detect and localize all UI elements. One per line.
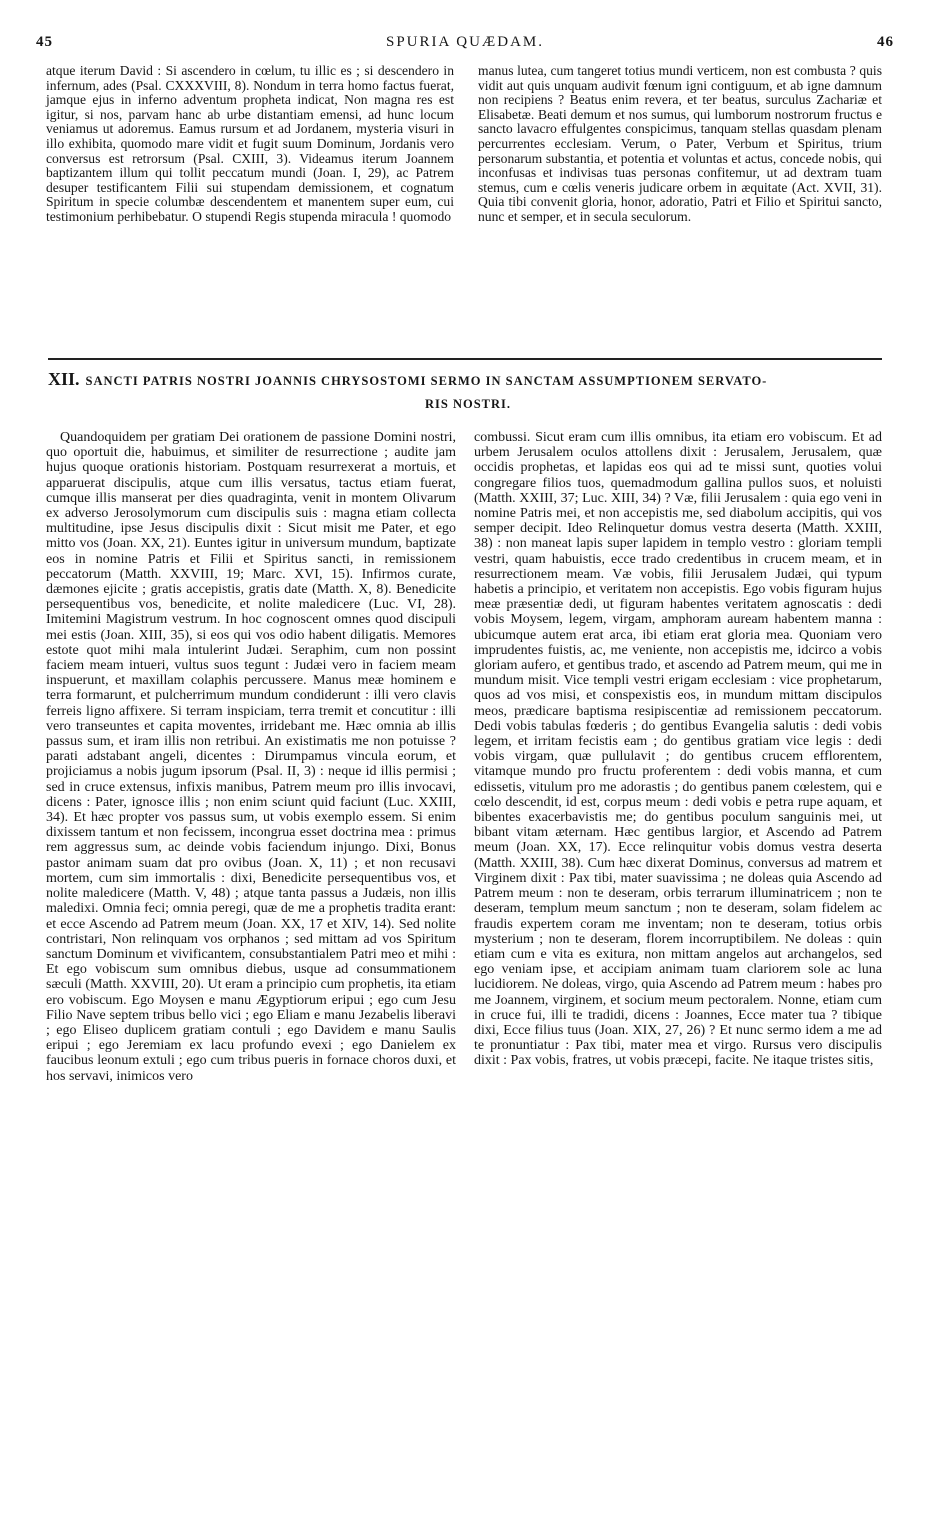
- section-heading: [48, 368, 888, 416]
- top-right-paragraph: manus lutea, cum tangeret totius mundi verticem, non est combusta ? quis vidit aut quis unquam audivit fœnum igni contiguum, et ab igne damnum non recipiens ? Beatus enim revera, et ter beatus, surculus Zachariæ et Elisabetæ. Beati demum et nos sumus, qui lumborum nostrorum fructus e sancto lavacro effulgentes conspicimus, tanquam stellas quasdam plenam percurrentes ecclesiam. Verum, o Pater, Verbum et Spiritus, trium personarum substantia, et potentia et voluntas et actus, concede nobis, qui inconfusas et indivisas tuas personas confitemur, ut ad dextram tuam stemus, cum e cœlis veneris judicare orbem in æquitate (Act. XVII, 31). Quia tibi convenit gloria, honor, adoratio, Patri et Filio et Spiritui sancto, nunc et semper, et in secula seculorum.: [478, 63, 882, 224]
- bottom-right-paragraph: combussi. Sicut eram cum illis omnibus, ita etiam ero vobiscum. Et ad urbem Jerusalem oculos attollens dixit : Jerusalem, Jerusalem, quæ occidis prophetas, et lapidas eos qui ad te missi sunt, quoties volui congregare filios tuos, quemadmodum gallina pullos suos, et noluisti (Matth. XXIII, 37; Luc. XIII, 34) ? Væ, filii Jerusalem : quia ego veni in nomine Patris mei, et non accepistis me, sed diabolum accipitis, qui vos semper decipit. Ideo Relinquetur domus vestra deserta (Matth. XXIII, 38) : non maneat lapis super lapidem in templo vestro : gloriam templi vestri, quam habuistis, ecce trado credentibus in crucem meam, et in resurrectionem meam. Væ vobis, filii Jerusalem Judæi, qui typum habetis a principio, et veritatem non accepistis. Ego vobis figuram hujus meæ præsentiæ dedi, ut figuram habentes veritatem agnoscatis : dedi vobis Moysem, legem, virgam, amphoram auream habentem manna : ubicumque autem erat arca, ibi etiam erat gloria mea. Quoniam vero imprudentes fuistis, ac, me veniente, non accepistis me, idcirco a vobis gloriam aufero, et gentibus trado, et ascendo ad Patrem meum, qui me in mundum misit. Vice templi vestri erigam ecclesiam : vice prophetarum, quos ad vos misi, et conspexistis eos, in mundum mittam discipulos meos, prædicare baptisma resipiscentiæ ad remissionem peccatorum. Dedi vobis tabulas fœderis ; do gentibus Evangelia salutis : dedi vobis legem, et irritam fecistis eam ; do gentibus gratiam vice legis : dedi vobis virgam, quæ pullulavit ; do gentibus crucem efflorentem, vitamque mundo pro fructu proferentem : dedi vobis manna, et cum edissetis, vitulum pro me adorastis ; do gentibus panem cœlestem, qui e cœlo descendit, id est, corpus meum : dedi vobis e petra rupe aquam, et bibentes exacerbavistis me; do gentibus poculum sanguinis mei, ut bibant vitam æternam. Hæc gentibus largior, et Ascendo ad Patrem meum (Joan. XX, 17). Ecce relinquitur vobis domus vestra deserta (Matth. XXIII, 38). Cum hæc dixerat Dominus, conversus ad matrem et Virginem dixit : Pax tibi, mater suavissima ; ne doleas quia Ascendo ad Patrem meum : non te deseram, orbis terrarum illuminatricem ; non te deseram, templum meum sanctum ; non te deseram, solam fidelem ac fraudis expertem coram me inventam; non te deseram, totius orbis mysterium ; non te deseram, florem incorruptibilem. Ne doleas : quin etiam cum e vita es exitura, non mittam angelos aut archangelos, sed ego veniam ipse, et accipiam animam tuam clariorem sole ac luna lucidiorem. Ne doleas, virgo, quia Ascendo ad Patrem meum : habes pro me Joannem, virginem, et socium meum pectoralem. Nonne, etiam cum in cruce fui, illi te tradidi, dicens : Joannes, Ecce mater tua ? tibique dixi, Ecce filius tuus (Joan. XIX, 27, 26) ? Et nunc sermo idem a me ad te pronuntiatur : Pax tibi, mater mea et virgo. Rursus vero discipulis dixit : Pax vobis, fratres, ut vobis præcepi, facite. Ne itaque tristes sitis,: [474, 430, 882, 1069]
- top-left-paragraph: atque iterum David : Si ascendero in cœlum, tu illic es ; si descendero in infernum, ades (Psal. CXXXVIII, 8). Nondum in terra homo factus fuerat, jamque ejus in inferno adventum propheta indicat, Non magna res est igitur, si nos, parvam hanc ab urbe distantiam emensi, ad hunc locum veniamus ut adoremus. Eamus rursum et ad Jordanem, mysteria visuri in illo exhibita, quomodo mare vidit et fugit suum Dominum, Jordanis vero conversus est retrorsum (Psal. CXIII, 3). Videamus iterum Joannem baptizantem illum qui tollit peccatum mundi (Joan. I, 29), ac Patrem desuper testificantem Filii sui stupendam demissionem, et cognatum Spiritum in specie columbæ descendentem et manentem super eum, cui testimonium perhibebatur. O stupendi Regis stupenda miracula ! quomodo: [46, 63, 454, 224]
- running-header: [36, 34, 894, 56]
- bottom-left-column: [46, 430, 456, 1084]
- bottom-right-column: [474, 430, 882, 1069]
- section-number: XII.: [48, 369, 80, 389]
- section-title-line1: SANCTI PATRIS NOSTRI JOANNIS CHRYSOSTOMI SERMO IN SANCTAM ASSUMPTIONEM SERVATO-: [85, 374, 768, 388]
- top-right-column: [478, 64, 882, 225]
- top-left-column: [46, 64, 454, 225]
- section-title-line2: RIS NOSTRI.: [424, 397, 512, 411]
- running-title: SPURIA QUÆDAM.: [385, 34, 545, 50]
- page-number-right: 46: [877, 34, 894, 50]
- bottom-left-paragraph: Quandoquidem per gratiam Dei orationem de passione Domini nostri, quo oportuit die, habuimus, et similiter de resurrectione ; audite jam hujus quoque orationis historiam. Postquam resurrexerat a mortuis, et apparuerat discipulis, atque cum illis versatus, tactus etiam fuerat, cumque illis manserat per dies quadraginta, venit in montem Olivarum ex adverso Jerosolymorum cum discipulis suis : magna etiam collecta multitudine, ipse Jesus discipulis dixit : Sicut misit me Pater, et ego mitto vos (Joan. XX, 21). Euntes igitur in universum mundum, baptizate eos in nomine Patris et Filii et Spiritus sancti, in remissionem peccatorum (Matth. XXVIII, 19; Marc. XVI, 15). Infirmos curate, dæmones ejicite ; gratis accepistis, gratis date (Matth. X, 8). Benedicite persequentibus vos, benedicite, et nolite maledicere (Luc. VI, 28). Imitemini Magistrum vestrum. In hoc cognoscent omnes quod discipuli mei estis (Joan. XIII, 35), si eos qui vos odio habent diligatis. Memores estote quot mihi mala intulerint Judæi. Seraphim, cum non possint faciem meam intueri, vultus suos tegunt : Judæi vero in faciem meam inspuerunt, et maxillam colaphis percussere. Manus meæ hominem e terra formarunt, et pulcherrimum mundum condiderunt : illi vero clavis ferreis ligno affixere. Si terram inspiciam, terra tremit et concutitur : illi vero transeuntes et capita moventes, irridebant me. Hæc omnia ab illis passus sum, et iram illis non retribui. An existimatis me non potuisse ? parati adstabant angeli, dicentes : Dirumpamus vincula eorum, et projiciamus a nobis jugum ipsorum (Psal. II, 3) : neque id illis permisi ; sed in cruce extensus, infixis manibus, Patrem meum pro illis invocavi, dicens : Pater, ignosce illis ; non enim sciunt quid faciunt (Luc. XXIII, 34). Et hæc propter vos passus sum, ut vobis exemplo essem. Si enim dixissem tantum et non fecissem, incongrua esset doctrina mea : primus rem aggressus sum, ac deinde vobis faciendum injungo. Dixi, Bonus pastor animam suam dat pro ovibus (Joan. X, 11) ; et non recusavi mortem, cum sim immortalis : dixi, Benedicite persequentibus vos, et nolite maledicere (Matth. V, 48) ; atque tanta passus a Judæis, non illis maledixi. Omnia feci; omnia peregi, quæ de me a prophetis tradita erant: et ecce Ascendo ad Patrem meum (Joan. XX, 17 et XIV, 14). Sed nolite contristari, Non relinquam vos orphanos ; sed mittam ad vos Spiritum sanctum Dominum et vivificantem, consubstantialem Patri meo et mihi : Et ego vobiscum sum omnibus diebus, usque ad consummationem sæculi (Matth. XXVIII, 20). Ut eram a principio cum prophetis, ita etiam ero vobiscum. Ego Moysen e manu Ægyptiorum eripui ; ego cum Jesu Filio Nave septem tribus bello vici ; ego Eliam e manu Jezabelis liberavi ; ego Eliseo duplicem gratiam contuli ; ego Davidem e manu Saulis eripui ; ego Jeremiam ex lacu profundo evexi ; ego Danielem ex faucibus leonum extuli ; ego cum tribus pueris in fornace choros duxi, et hos servavi, inimicos vero: [46, 430, 456, 1084]
- section-divider: [48, 358, 882, 360]
- page-number-left: 45: [36, 34, 53, 50]
